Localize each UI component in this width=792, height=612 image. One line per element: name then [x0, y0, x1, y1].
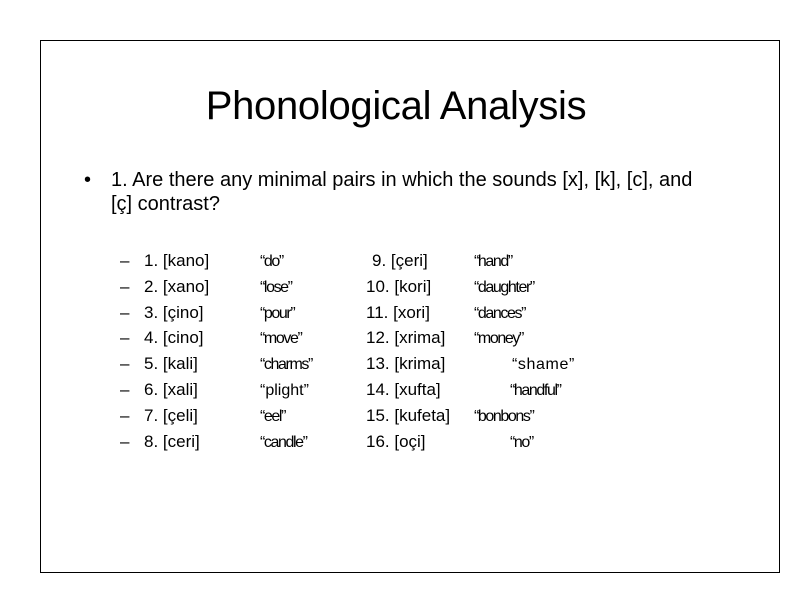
bullet-text: 1. Are there any minimal pairs in which the sounds [x], [k], [c], and [ç] contrast?	[111, 169, 693, 215]
list-item-gloss: “plight”	[260, 382, 309, 399]
list-dash: –	[120, 380, 130, 399]
list-item-word: 3. [çino]	[144, 303, 204, 322]
list-dash: –	[120, 303, 130, 322]
list-item-gloss: “no”	[510, 434, 533, 451]
list-item-word: 13. [krima]	[366, 354, 446, 373]
list-item-gloss: “money”	[474, 330, 523, 347]
list-item-gloss: “charms”	[260, 356, 312, 373]
list-item-gloss: “pour”	[260, 305, 295, 322]
list-item-word: 15. [kufeta]	[366, 406, 451, 425]
list-item-word: 1. [kano]	[144, 251, 210, 270]
bullet-marker: •	[84, 169, 92, 191]
list-item-gloss: “eel”	[260, 408, 286, 425]
list-item-gloss: “handful”	[510, 382, 561, 399]
list-item-word: 6. [xali]	[144, 380, 198, 399]
slide-title: Phonological Analysis	[205, 84, 587, 128]
list-item-gloss: “do”	[260, 253, 283, 270]
list-item-word: 10. [kori]	[366, 277, 432, 296]
list-dash: –	[120, 277, 130, 296]
list-item-gloss: “hand”	[474, 253, 512, 270]
list-item-word: 5. [kali]	[144, 354, 198, 373]
list-item-word: 8. [ceri]	[144, 432, 200, 451]
list-item-word: 11. [xori]	[366, 303, 430, 322]
list-item-gloss: “move”	[260, 330, 302, 347]
list-dash: –	[120, 406, 130, 425]
list-dash: –	[120, 354, 130, 373]
list-item-gloss: “shame”	[512, 356, 575, 373]
list-item-word: 7. [çeli]	[144, 406, 198, 425]
list-item-word: 12. [xrima]	[366, 328, 446, 347]
list-item-gloss: “daughter”	[474, 279, 534, 296]
list-item-word: 16. [oçi]	[366, 432, 426, 451]
list-dash: –	[120, 432, 130, 451]
list-item-gloss: “candle”	[260, 434, 307, 451]
list-item-gloss: “dances”	[474, 305, 526, 322]
list-dash: –	[120, 251, 130, 270]
list-item-gloss: “bonbons”	[474, 408, 534, 425]
list-item-word: 9. [çeri]	[372, 251, 428, 270]
list-item-gloss: “lose”	[260, 279, 292, 296]
list-dash: –	[120, 328, 130, 347]
list-item-word: 4. [cino]	[144, 328, 204, 347]
list-item-word: 14. [xufta]	[366, 380, 441, 399]
list-item-word: 2. [xano]	[144, 277, 210, 296]
